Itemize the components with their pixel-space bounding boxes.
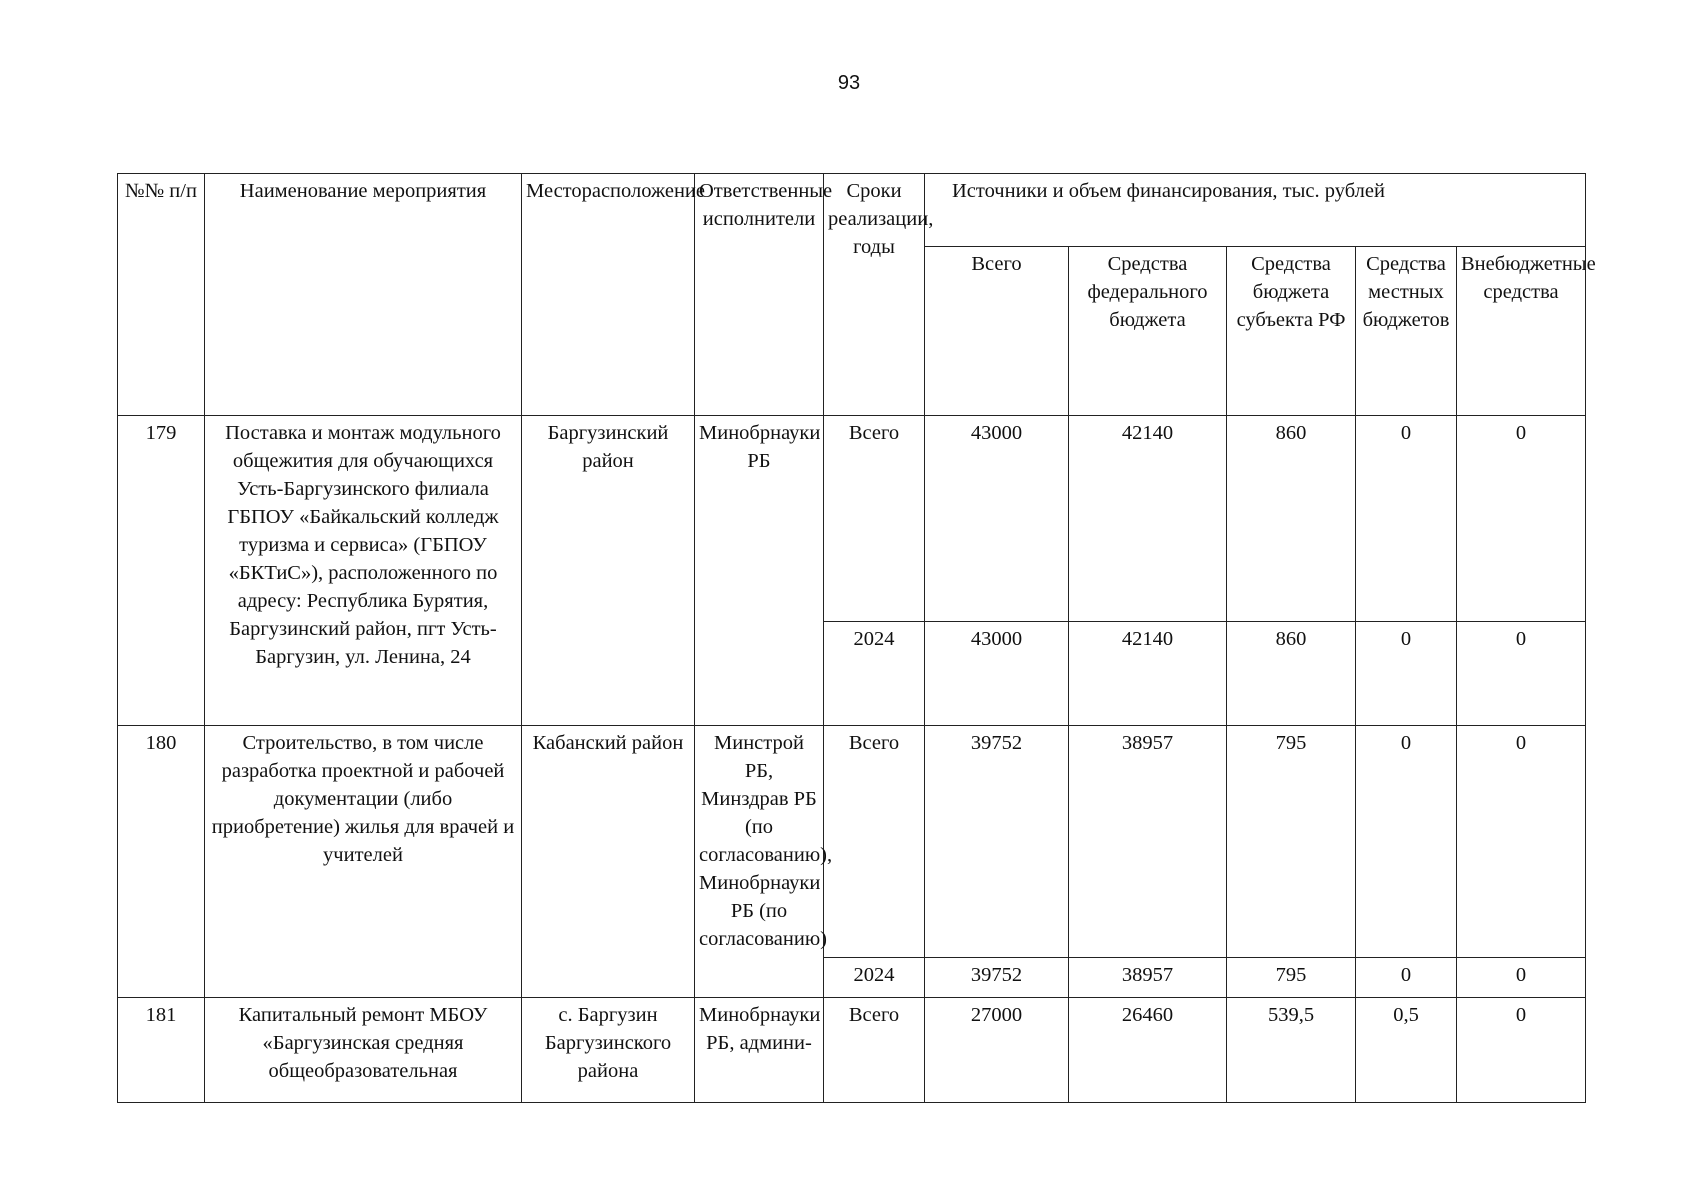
event-location: с. Баргузин Баргузинского района bbox=[522, 998, 695, 1103]
header-federal: Средства федерального бюджета bbox=[1069, 247, 1227, 416]
federal-cell: 42140 bbox=[1069, 416, 1227, 622]
local-cell: 0 bbox=[1356, 726, 1457, 958]
header-extra: Внебюджетные средства bbox=[1457, 247, 1586, 416]
row-number: 181 bbox=[118, 998, 205, 1103]
page-number: 93 bbox=[837, 72, 861, 94]
header-responsible: Ответственные исполнители bbox=[695, 174, 824, 416]
term-cell: 2024 bbox=[824, 958, 925, 998]
term-cell: Всего bbox=[824, 726, 925, 958]
term-cell: Всего bbox=[824, 416, 925, 622]
regional-cell: 795 bbox=[1227, 726, 1356, 958]
extra-cell: 0 bbox=[1457, 726, 1586, 958]
event-name: Поставка и монтаж модульного общежития для обучающихся Усть-Баргузинского филиала ГБПОУ «Байкальский колледж туризма и сервиса» (ГБПОУ «БКТиС»), расположенного по адресу: Республика Бурятия, Баргузинский район, пгт Усть-Баргузин, ул. Ленина, 24 bbox=[205, 416, 522, 726]
local-cell: 0 bbox=[1356, 958, 1457, 998]
event-responsible: Минобрнауки РБ, админи- bbox=[695, 998, 824, 1103]
header-num: №№ п/п bbox=[118, 174, 205, 416]
event-responsible: Минобрнауки РБ bbox=[695, 416, 824, 726]
extra-cell: 0 bbox=[1457, 416, 1586, 622]
total-cell: 27000 bbox=[925, 998, 1069, 1103]
regional-cell: 795 bbox=[1227, 958, 1356, 998]
federal-cell: 26460 bbox=[1069, 998, 1227, 1103]
event-location: Кабанский район bbox=[522, 726, 695, 998]
regional-cell: 539,5 bbox=[1227, 998, 1356, 1103]
local-cell: 0 bbox=[1356, 416, 1457, 622]
event-name: Капитальный ремонт МБОУ «Баргузинская средняя общеобразовательная bbox=[205, 998, 522, 1103]
row-number: 179 bbox=[118, 416, 205, 726]
local-cell: 0 bbox=[1356, 622, 1457, 726]
header-total: Всего bbox=[925, 247, 1069, 416]
header-location: Месторасположение bbox=[522, 174, 695, 416]
event-responsible: Минстрой РБ, Минздрав РБ (по согласованию), Минобрнауки РБ (по согласованию) bbox=[695, 726, 824, 998]
term-cell: Всего bbox=[824, 998, 925, 1103]
header-local: Средства местных бюджетов bbox=[1356, 247, 1457, 416]
row-number: 180 bbox=[118, 726, 205, 998]
header-terms: Сроки реализации, годы bbox=[824, 174, 925, 416]
federal-cell: 38957 bbox=[1069, 958, 1227, 998]
header-name: Наименование мероприятия bbox=[205, 174, 522, 416]
extra-cell: 0 bbox=[1457, 622, 1586, 726]
federal-cell: 38957 bbox=[1069, 726, 1227, 958]
local-cell: 0,5 bbox=[1356, 998, 1457, 1103]
table-row bbox=[118, 998, 1586, 1103]
total-cell: 43000 bbox=[925, 622, 1069, 726]
total-cell: 39752 bbox=[925, 958, 1069, 998]
table-row bbox=[118, 416, 1586, 622]
event-location: Баргузинский район bbox=[522, 416, 695, 726]
table-row bbox=[118, 726, 1586, 958]
header-sources: Источники и объем финансирования, тыс. рублей bbox=[925, 174, 1586, 247]
total-cell: 39752 bbox=[925, 726, 1069, 958]
total-cell: 43000 bbox=[925, 416, 1069, 622]
regional-cell: 860 bbox=[1227, 416, 1356, 622]
extra-cell: 0 bbox=[1457, 958, 1586, 998]
federal-cell: 42140 bbox=[1069, 622, 1227, 726]
term-cell: 2024 bbox=[824, 622, 925, 726]
extra-cell: 0 bbox=[1457, 998, 1586, 1103]
header-regional: Средства бюджета субъекта РФ bbox=[1227, 247, 1356, 416]
regional-cell: 860 bbox=[1227, 622, 1356, 726]
financing-table bbox=[117, 173, 1596, 1103]
event-name: Строительство, в том числе разработка проектной и рабочей документации (либо приобретение) жилья для врачей и учителей bbox=[205, 726, 522, 998]
